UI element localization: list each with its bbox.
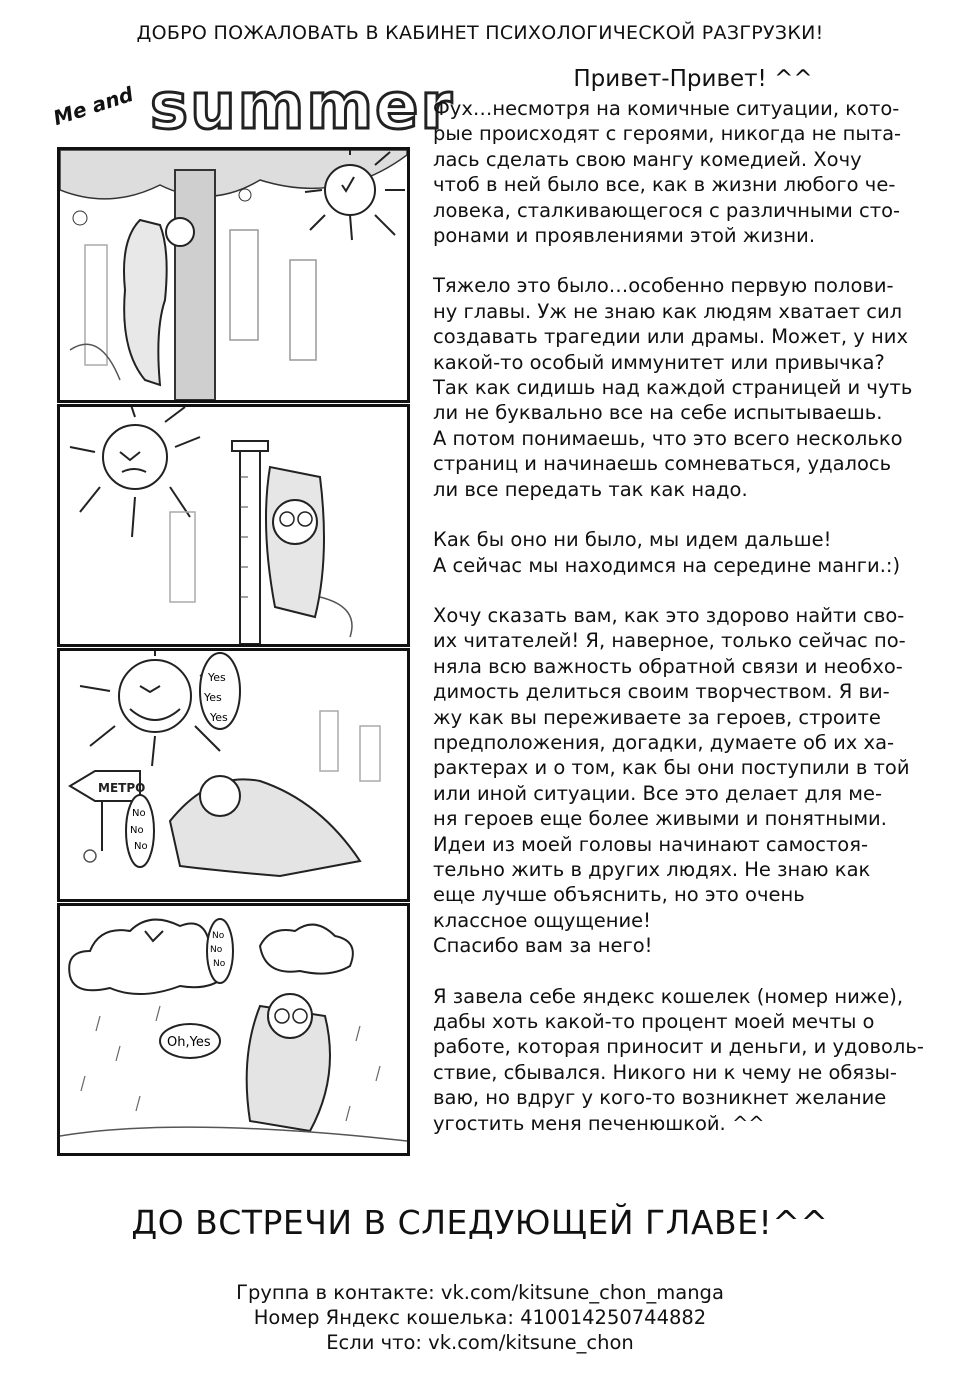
- article-paragraph-5: Я завела себе яндекс кошелек (номер ниже), дабы хоть какой-то процент моей мечты о работе, которая приносит и деньги, и удоволь- ствие, сбывался. Никого ни к чему не обязы- ваю, но вдруг у кого-то возникнет желание угостить меня печенюшкой. ^^: [433, 984, 924, 1135]
- logo-summer: summer: [150, 70, 454, 144]
- article-paragraph-3: Как бы оно ни было, мы идем дальше! А сейчас мы находимся на середине манги.:): [433, 528, 901, 577]
- article-title: Привет-Привет! ^^: [573, 66, 813, 92]
- yes-text-1: Yes: [208, 671, 226, 684]
- no-text-6: No: [213, 959, 226, 969]
- yes-text-2: Yes: [204, 691, 222, 704]
- no-text-2: No: [130, 825, 144, 836]
- panel-3-drawing: [60, 651, 407, 899]
- comic-panel-3: [57, 648, 410, 902]
- comic-panel-1: [57, 147, 410, 403]
- comic-logo: [50, 70, 454, 144]
- article-paragraph-1: Фух…несмотря на комичные ситуации, кото- рые происходят с героями, никогда не пыта- лась сделать свою мангу комедией. Хочу чтоб в ней было все, как в жизни любого че- ловека, сталкивающегося с различными сто- ронами и проявлениями этой жизни.: [433, 97, 902, 248]
- no-text-3: No: [134, 841, 148, 852]
- article-paragraph-2: Тяжело это было…особенно первую полови- ну главы. Уж не знаю как людям хватает сил создавать трагедии или драмы. Может, у них какой-то особый иммунитет или привычка? Так как сидишь над каждой страницей и чуть ли не буквально все на себе испытываешь. А потом понимаешь, что это всего несколько страниц и начинаешь сомневаться, удалось ли все передать так как надо.: [433, 274, 913, 501]
- panel-4-drawing: [60, 906, 407, 1153]
- farewell-heading: ДО ВСТРЕЧИ В СЛЕДУЮЩЕЙ ГЛАВЕ!^^: [131, 1203, 829, 1242]
- footer-wallet-number: Номер Яндекс кошелька: 410014250744882: [253, 1306, 707, 1329]
- footer-vk-group: Группа в контакте: vk.com/kitsune_chon_manga: [236, 1281, 724, 1304]
- panel-2-drawing: [60, 407, 407, 644]
- comic-panel-2: [57, 404, 410, 647]
- footer-contact: Если что: vk.com/kitsune_chon: [326, 1331, 634, 1354]
- yes-text-3: Yes: [210, 711, 228, 724]
- logo-me-and: Me and: [50, 81, 137, 131]
- article: [433, 66, 933, 1161]
- comic-panel-4: [57, 903, 410, 1156]
- no-text-5: No: [210, 945, 223, 955]
- no-text-4: No: [212, 931, 225, 941]
- article-paragraph-4: Хочу сказать вам, как это здорово найти сво- их читателей! Я, наверное, только сейчас по- няла всю важность обратной связи и необхо- димость делиться своим творчеством. Я ви- жу как вы переживаете за героев, строите предположения, догадки, думаете об их ха- рактерах и о том, как бы они поступили в той или иной ситуации. Все это делает для ме- ня героев еще более живыми и понятными. Идеи из моей головы начинают самостоя- тельно жить в других людях. Не знаю как еще лучше объяснить, но это очень классное ощущение! Спасибо вам за него!: [433, 603, 910, 958]
- page-header: ДОБРО ПОЖАЛОВАТЬ В КАБИНЕТ ПСИХОЛОГИЧЕСКОЙ РАЗГРУЗКИ!: [136, 22, 824, 44]
- no-text-1: No: [132, 808, 146, 819]
- panel-1-drawing: [60, 150, 407, 400]
- footer: [0, 1280, 960, 1355]
- metro-sign-text: МЕТРО: [98, 781, 146, 795]
- oh-yes-text: Oh,Yes: [167, 1035, 211, 1050]
